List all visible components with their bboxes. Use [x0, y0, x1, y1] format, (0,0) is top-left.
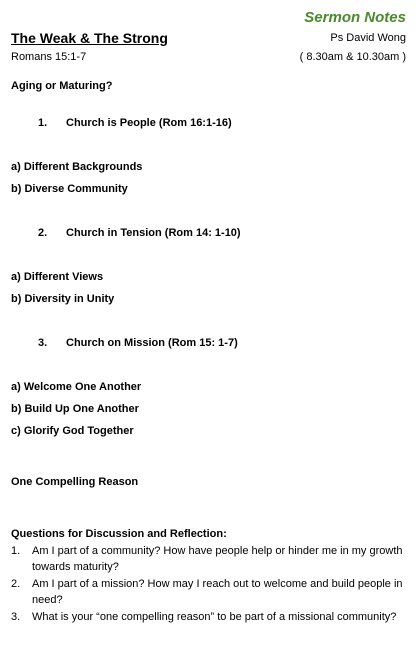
section-heading: Church is People (Rom 16:1-16): [66, 117, 232, 129]
questions-list: [11, 544, 406, 628]
question-text: Am I part of a mission? How may I reach out to welcome and build people in need?: [32, 578, 403, 606]
section-number: 2.: [38, 227, 48, 239]
section-point: a) Different Views: [11, 271, 104, 283]
section-heading: Church on Mission (Rom 15: 1-7): [66, 337, 238, 349]
speaker-name: Ps David Wong: [330, 32, 406, 44]
section-point: b) Diverse Community: [11, 183, 128, 195]
section-point: a) Welcome One Another: [11, 381, 142, 393]
intro-question: Aging or Maturing?: [11, 80, 113, 92]
section-point: a) Different Backgrounds: [11, 161, 143, 173]
question-number: 1.: [11, 545, 21, 557]
service-times: ( 8.30am & 10.30am ): [299, 51, 406, 63]
section-number: 1.: [38, 117, 48, 129]
questions-heading: Questions for Discussion and Reflection:: [11, 528, 227, 540]
question-item: [11, 610, 406, 626]
scripture-reference: Romans 15:1-7: [11, 51, 87, 63]
section-point: b) Build Up One Another: [11, 403, 139, 415]
section-point: b) Diversity in Unity: [11, 293, 115, 305]
question-text: Am I part of a community? How have people help or hinder me in my growth towards maturity?: [32, 545, 403, 573]
question-number: 3.: [11, 611, 21, 623]
section-heading: Church in Tension (Rom 14: 1-10): [66, 227, 241, 239]
question-number: 2.: [11, 578, 21, 590]
section-number: 3.: [38, 337, 48, 349]
section-point: c) Glorify God Together: [11, 425, 134, 437]
question-item: [11, 544, 406, 575]
question-item: [11, 577, 406, 608]
compelling-reason-heading: One Compelling Reason: [11, 476, 139, 488]
question-text: What is your “one compelling reason” to be part of a missional community?: [32, 611, 397, 623]
sermon-notes-label: Sermon Notes: [304, 9, 406, 26]
sermon-title: The Weak & The Strong: [11, 30, 168, 46]
